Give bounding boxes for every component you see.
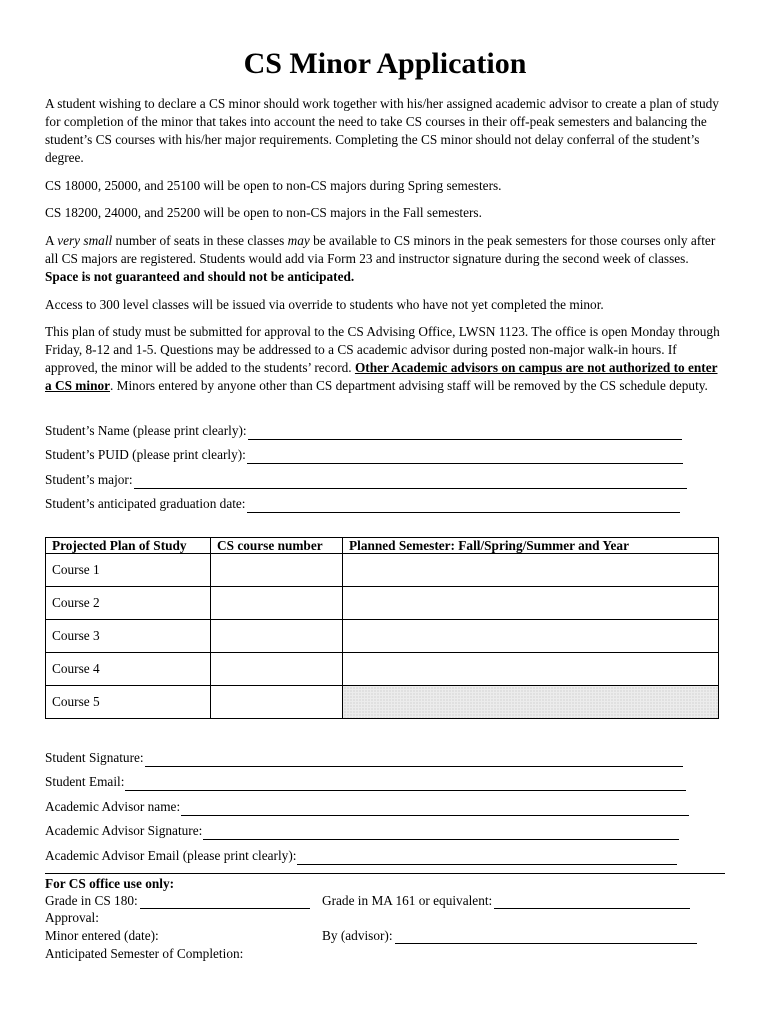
office-divider xyxy=(45,873,725,874)
graduation-date-field[interactable] xyxy=(45,495,680,513)
table-header-row xyxy=(46,538,719,554)
approval-label xyxy=(45,909,99,926)
seats-warning: Space is not guaranteed and should not be anticipated. xyxy=(45,269,355,284)
seats-emphasis-may: may xyxy=(287,233,310,248)
course-label: Course 4 xyxy=(46,653,211,686)
table-row xyxy=(46,686,719,719)
advisor-name-input-line[interactable] xyxy=(181,802,689,816)
planned-semester-cell[interactable] xyxy=(343,554,719,587)
student-major-label: Student’s major: xyxy=(45,472,133,487)
grade-ma161-input-line[interactable] xyxy=(494,896,690,909)
advisor-name-field[interactable] xyxy=(45,798,689,816)
header-course-number: CS course number xyxy=(211,538,343,554)
course-number-cell[interactable] xyxy=(211,620,343,653)
page-title: CS Minor Application xyxy=(243,47,527,80)
course-label: Course 2 xyxy=(46,587,211,620)
grade-ma161-field[interactable] xyxy=(322,892,690,909)
course-label: Course 3 xyxy=(46,620,211,653)
planned-semester-cell[interactable] xyxy=(343,686,719,719)
minor-entered-field[interactable] xyxy=(45,927,159,944)
by-advisor-label: By (advisor): xyxy=(322,928,393,943)
student-email-input-line[interactable] xyxy=(125,777,686,791)
header-planned-semester: Planned Semester: Fall/Spring/Summer and Year xyxy=(343,538,719,554)
table-row xyxy=(46,587,719,620)
approval-text-2: . Minors entered by anyone other than CS department advising staff will be removed by the CS schedule deputy. xyxy=(110,378,708,393)
intro-paragraph: A student wishing to declare a CS minor should work together with his/her assigned academic advisor to create a plan of study for completion of the minor that takes into account the need to take CS courses in their off-peak semesters and balancing the student’s CS courses with his/her major requirements. Completing the CS minor should not delay conferral of the student’s degree. xyxy=(45,96,719,165)
course-number-cell[interactable] xyxy=(211,587,343,620)
student-email-label: Student Email: xyxy=(45,774,125,789)
approval-text-1: This plan of study must be submitted for approval to the CS Advising Office, LWSN 1123. The office is open Monday through Friday, 8-12 and 1-5. Questions may be addressed to a CS academic advisor during posted non-major walk-in hours. If approved, the minor will be added to the students’ record. xyxy=(45,324,720,375)
seats-text-1: A xyxy=(45,233,58,248)
table-row xyxy=(46,653,719,686)
seats-emphasis-very-small: very small xyxy=(57,233,113,248)
planned-semester-cell[interactable] xyxy=(343,653,719,686)
course-number-cell[interactable] xyxy=(211,653,343,686)
course-label: Course 1 xyxy=(46,554,211,587)
student-puid-input-line[interactable] xyxy=(247,450,683,464)
grade-cs180-input-line[interactable] xyxy=(140,896,310,909)
student-name-label: Student’s Name (please print clearly): xyxy=(45,423,247,438)
advisor-email-field[interactable] xyxy=(45,847,677,865)
advisor-email-input-line[interactable] xyxy=(297,851,677,865)
seats-text-3: be available to CS minors in the peak semesters for those courses only after all CS majors are registered. Students would add via Form 23 and instructor signature during the second week of classes. xyxy=(45,233,716,266)
advisor-signature-label: Academic Advisor Signature: xyxy=(45,823,203,838)
graduation-date-input-line[interactable] xyxy=(247,499,680,513)
course-number-cell[interactable] xyxy=(211,554,343,587)
by-advisor-field[interactable] xyxy=(322,927,697,944)
spring-availability-note: CS 18000, 25000, and 25100 will be open to non-CS majors during Spring semesters. xyxy=(45,178,502,193)
table-row xyxy=(46,620,719,653)
student-name-field[interactable] xyxy=(45,422,682,440)
minor-entered-label: Minor entered (date): xyxy=(45,928,159,943)
graduation-date-label: Student’s anticipated graduation date: xyxy=(45,496,246,511)
planned-semester-cell[interactable] xyxy=(343,620,719,653)
by-advisor-input-line[interactable] xyxy=(395,931,697,944)
anticipated-completion-field[interactable] xyxy=(45,945,243,962)
table-row xyxy=(46,554,719,587)
seats-paragraph xyxy=(45,232,725,286)
advisor-signature-input-line[interactable] xyxy=(203,826,679,840)
student-signature-field[interactable] xyxy=(45,749,683,767)
student-name-input-line[interactable] xyxy=(248,426,682,440)
student-puid-field[interactable] xyxy=(45,446,683,464)
course-number-cell[interactable] xyxy=(211,686,343,719)
advisor-name-label: Academic Advisor name: xyxy=(45,799,181,814)
grade-cs180-label: Grade in CS 180: xyxy=(45,893,138,908)
advisor-signature-field[interactable] xyxy=(45,822,679,840)
student-signature-label: Student Signature: xyxy=(45,750,144,765)
course-label: Course 5 xyxy=(46,686,211,719)
advisor-email-label: Academic Advisor Email (please print clearly): xyxy=(45,848,297,863)
approval-text: Approval: xyxy=(45,910,99,925)
anticipated-completion-label: Anticipated Semester of Completion: xyxy=(45,946,244,961)
plan-of-study-table xyxy=(45,537,719,719)
student-major-field[interactable] xyxy=(45,471,687,489)
approval-paragraph xyxy=(45,323,725,395)
student-puid-label: Student’s PUID (please print clearly): xyxy=(45,447,246,462)
student-email-field[interactable] xyxy=(45,773,686,791)
office-use-title: For CS office use only: xyxy=(45,876,175,891)
approval-warning: Other Academic advisors on campus are not authorized to enter a CS minor xyxy=(45,360,718,393)
student-signature-input-line[interactable] xyxy=(145,753,683,767)
access-note: Access to 300 level classes will be issued via override to students who have not yet completed the minor. xyxy=(45,297,604,312)
seats-text-2: number of seats in these classes xyxy=(112,233,288,248)
grade-ma161-label: Grade in MA 161 or equivalent: xyxy=(322,893,493,908)
grade-cs180-field[interactable] xyxy=(45,892,310,909)
fall-availability-note: CS 18200, 24000, and 25200 will be open to non-CS majors in the Fall semesters. xyxy=(45,205,482,220)
planned-semester-cell[interactable] xyxy=(343,587,719,620)
student-major-input-line[interactable] xyxy=(134,475,687,489)
header-plan-of-study: Projected Plan of Study xyxy=(46,538,211,554)
